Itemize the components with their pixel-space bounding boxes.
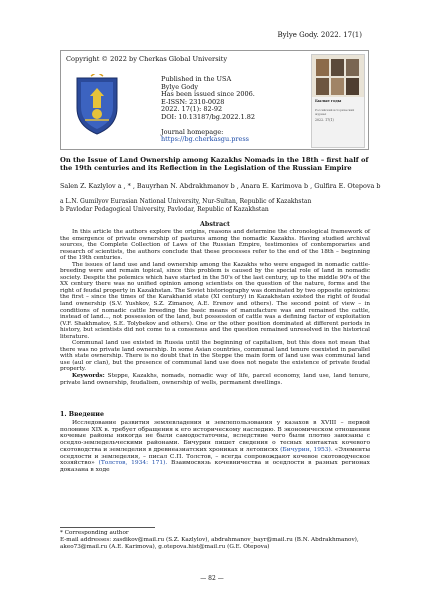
running-head: Bylye Gody. 2022. 17(1) bbox=[277, 31, 362, 39]
affiliation-b: b Pavlodar Pedagogical University, Pavlodar, Republic of Kazakhstan bbox=[60, 205, 269, 213]
page-number: — 82 — bbox=[200, 575, 224, 582]
journal-header-box bbox=[60, 50, 369, 150]
journal-cover-thumbnail bbox=[311, 54, 365, 148]
section-heading: 1. Введение bbox=[60, 411, 104, 418]
intro-text: «Элементы оседлости и земледелия, – писал С.П. Толстов, – всегда сопровождают кочевое скотоводческое хозяйство» bbox=[60, 446, 371, 467]
keywords-line bbox=[60, 373, 370, 386]
coat-of-arms-emblem bbox=[71, 74, 123, 136]
abstract-body bbox=[60, 229, 370, 386]
pubinfo-line: Published in the USA bbox=[161, 75, 232, 83]
author-list: Salen Z. Kazlylov a , * , Bauyrhan N. Abdrakhmanov b , Anara E. Karimova b , Gulfira E. Otepova b bbox=[60, 182, 381, 190]
article-title: On the Issue of Land Ownership among Kazakhs Nomads in the 18th – first half of the 19th centuries and its Reflection in the Legislation of the Russian Empire bbox=[60, 156, 369, 172]
intro-text: Исследование развития землевладения и землепользования у казахов в XVIII – первой половине XIX в. требует обращения к его историческому наследию. В экономическом отношении кочевые районы никогда не были самодостаточны, вследствие чего были плотно завязаны с оседло-земледельческими районами. Бичурин пишет сведения о тесных контактах кочевого скотоводства и земледелия в древнеазиатских хрониках и летописях bbox=[60, 420, 370, 453]
cover-portraits-image bbox=[312, 55, 364, 97]
pubinfo-line: DOI: 10.13187/bg.2022.1.82 bbox=[161, 112, 256, 121]
affiliations bbox=[60, 198, 311, 214]
citation-link[interactable]: (Толстов, 1934: 171). bbox=[98, 460, 168, 467]
footnotes bbox=[60, 530, 370, 551]
abstract-paragraph: Communal land use existed in Russia until the beginning of capitalism, but this does not mean that there was no private land ownership. In some Asian countries, communal land tenure coexisted in parallel with state ownership. There is no doubt that in the Steppe the main form of land use was communal land use (aul or clan), but the presence of communal land use does not negate the existence of private feudal property. bbox=[60, 340, 370, 373]
abstract-paragraph: In this article the authors explore the origins, reasons and determine the chronological framework of the emergence of private ownership of pastures among the nomadic Kazakhs. Having studied archival sources, the Complete Collection of Laws of the Russian Empire, testimonies of contemporaries and research of scientists, the authors conclude that these processes refer to the end of the 18th – beginning of the 19th centuries. bbox=[60, 229, 370, 262]
citation-link[interactable]: (Бичурин, 1953). bbox=[280, 446, 333, 453]
affiliation-a: a L.N. Gumilyov Eurasian National University, Nur-Sultan, Republic of Kazakhstan bbox=[60, 198, 312, 205]
email-addresses: E-mail addresses: zasdikov@mail.ru (S.Z. Kazlylov), abdrahmanov_bayr@mail.ru (B.N. Abdrakhmanov), akeo73@mail.ru (A.E. Karimova), g.otepova.hist@mail.ru (G.E. Otepova) bbox=[60, 537, 359, 550]
introduction-text bbox=[60, 420, 370, 474]
abstract-heading: Abstract bbox=[200, 221, 230, 228]
pubinfo-line: 2022. 17(1): 82-92 bbox=[161, 105, 223, 114]
intro-text: Взаимосвязь кочевничества и оседлости в разных регионах доказана в ходе bbox=[60, 460, 370, 473]
abstract-paragraph: The issues of land use and land ownership among the Kazakhs who were engaged in nomadic cattle-breeding were and remain topical, since this problem is caused by the special role of land in nomadic society. Despite the polemics which have started in the 50's of the last century, up to the middle 90's of the XX century there was no unified opinion among scientists on the question of the nature, forms and the right of feudal property in Kazakhstan. The Soviet historiography was dominated by two opposite opinions: the first – since the times of the Karakhanid state (XI century) in Kazakhstan existed the right of feudal land ownership (S.V. Yushkov, S.Z. Zimanov, A.E. Erenov and others). The second point of view – in conditions of nomadic cattle breeding the basic means of manufacture was and remained the cattle, instead of land..., not possession of the land, but possession of cattle was a defining factor of exploitation (V.F. Shakhmatov, S.E. Tolybekov and others). One or the other position dominated at different periods in history, but scientists did not come to a consensus and the question remained unresolved in the historical literature. bbox=[60, 261, 370, 340]
pubinfo-line: Has been issued since 2006. bbox=[161, 90, 255, 99]
homepage-link[interactable]: https://bg.cherkasgu.press bbox=[161, 135, 249, 144]
keywords-text: Steppe, Kazakhs, nomads, nomadic way of life, parcel economy, land use, land tenure, private land ownership, feudalism, ownership of wells, permanent dwellings. bbox=[60, 373, 370, 386]
keywords-label: Keywords: bbox=[72, 373, 105, 380]
publication-info bbox=[161, 76, 255, 144]
intro-paragraph bbox=[60, 420, 370, 474]
cover-subtitle: Российский исторический журнал bbox=[315, 108, 355, 116]
pubinfo-line: E-ISSN: 2310-0028 bbox=[161, 97, 225, 106]
pubinfo-line: Bylye Gody bbox=[161, 82, 199, 91]
footnote-divider bbox=[60, 527, 155, 528]
cover-title: Былые годы bbox=[315, 99, 342, 103]
cover-year: 2022. 17(1) bbox=[315, 118, 334, 122]
corresponding-author-note: * Corresponding author bbox=[60, 530, 129, 536]
copyright-line: Copyright © 2022 by Cherkas Global University bbox=[66, 55, 228, 63]
homepage-label: Journal homepage: bbox=[161, 127, 224, 136]
